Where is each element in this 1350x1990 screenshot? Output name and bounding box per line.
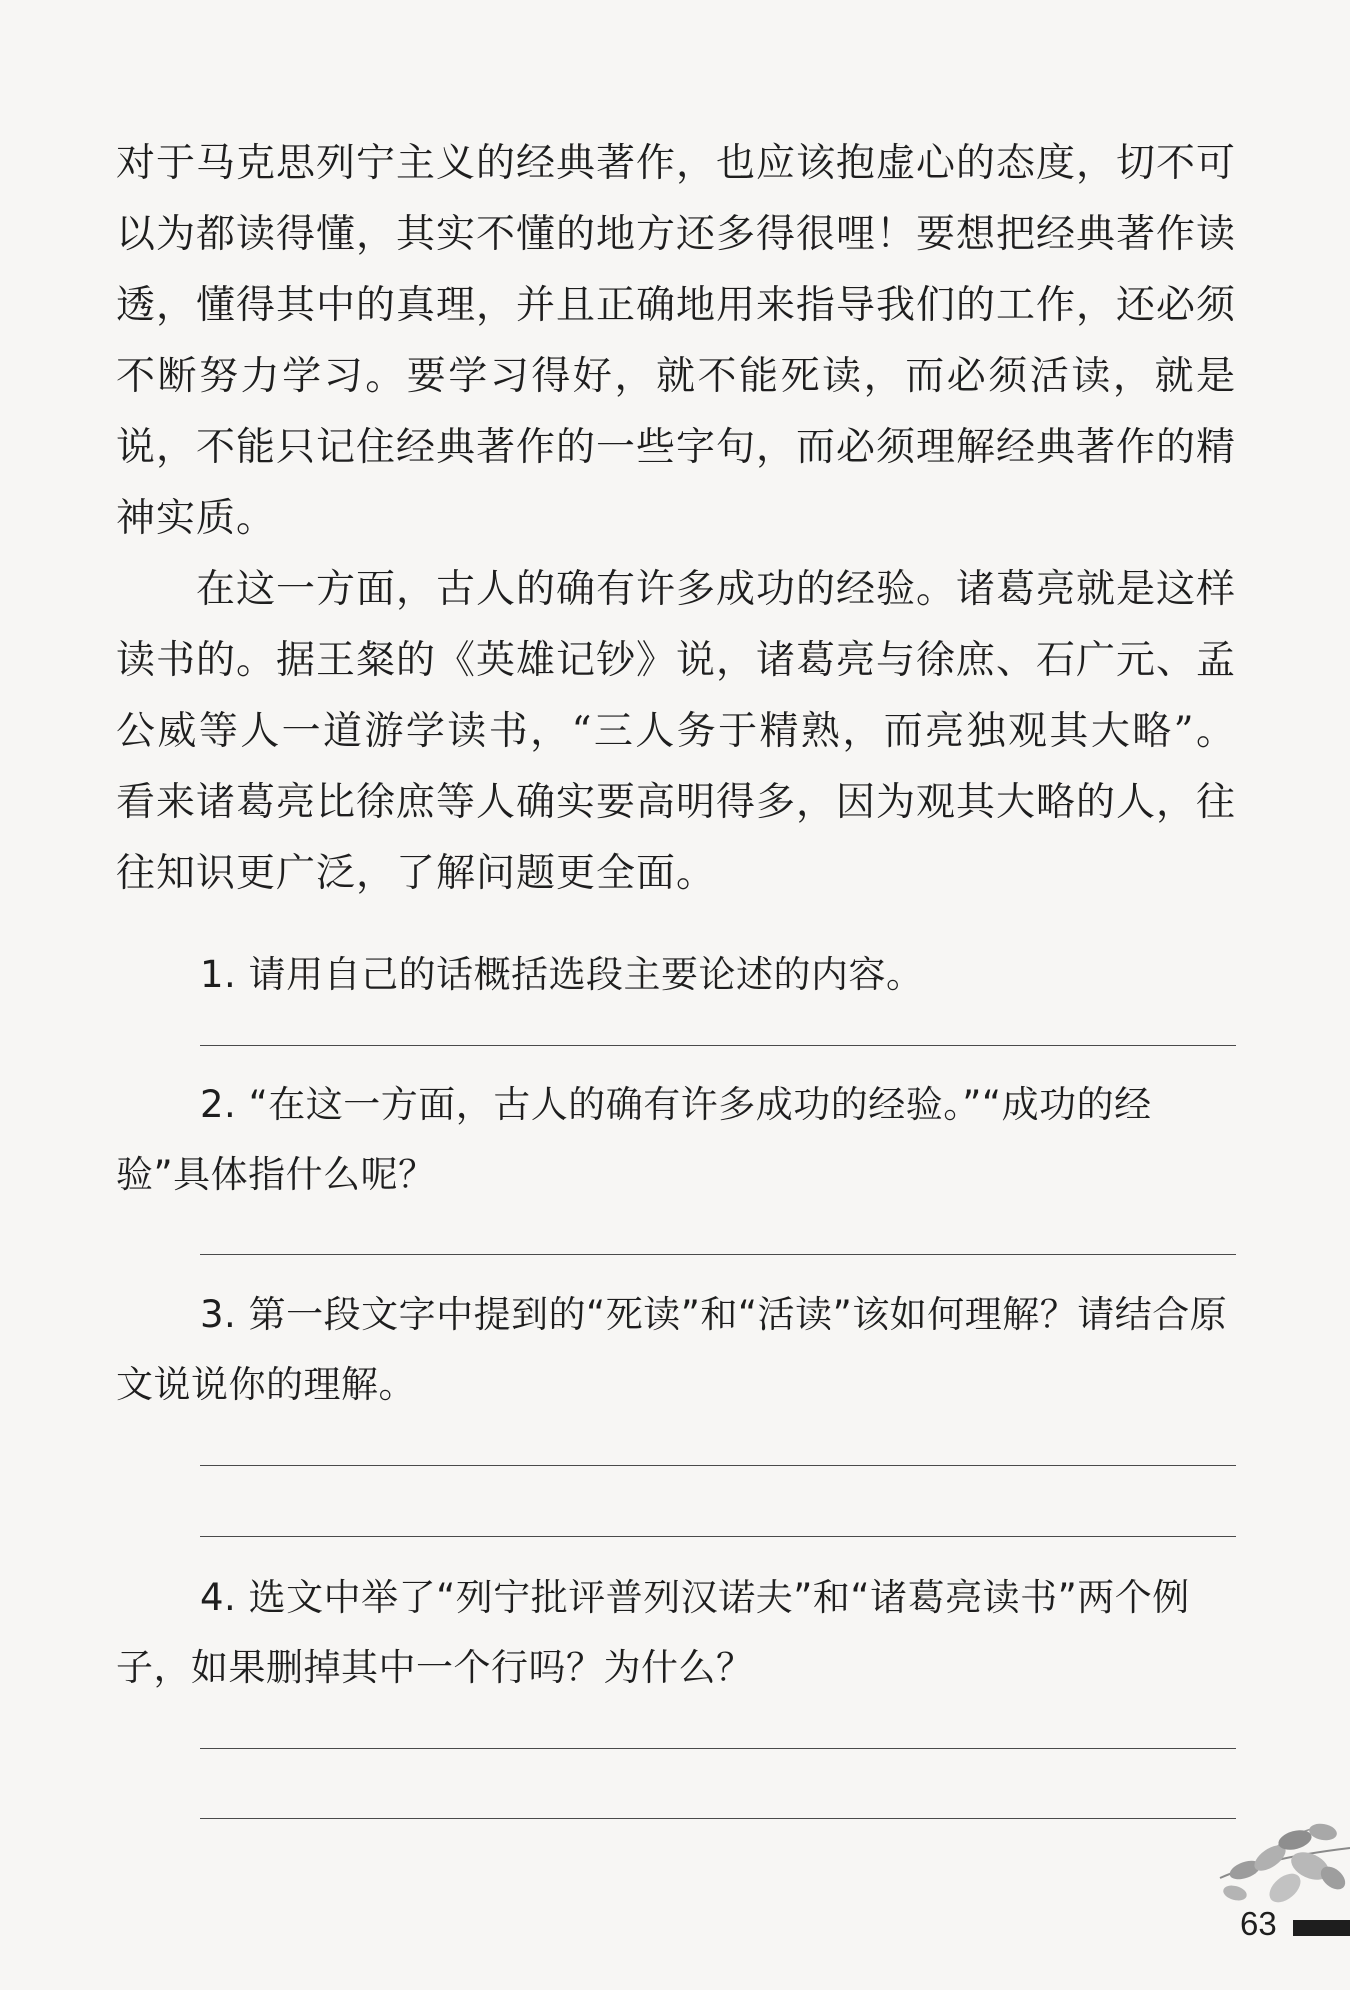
answer-line-q4a[interactable] [200, 1748, 1236, 1749]
question-3: 3. 第一段文字中提到的“死读”和“活读”该如何理解？请结合原文说说你的理解。 [116, 1293, 1228, 1406]
question-2: 2. “在这一方面，古人的确有许多成功的经验。”“成功的经验”具体指什么呢？ [116, 1083, 1152, 1196]
answer-line-q4b[interactable] [200, 1818, 1236, 1819]
question-4: 4. 选文中举了“列宁批评普列汉诺夫”和“诸葛亮读书”两个例子，如果删掉其中一个行吗？为什么？ [116, 1576, 1190, 1689]
answer-line-q1[interactable] [200, 1045, 1236, 1046]
passage-paragraph-2: 在这一方面，古人的确有许多成功的经验。诸葛亮就是这样读书的。据王粲的《英雄记钞》说，诸葛亮与徐庶、石广元、孟公威等人一道游学读书，“三人务于精熟，而亮独观其大略”。看来诸葛亮比徐庶等人确实要高明得多，因为观其大略的人，往往知识更广泛，了解问题更全面。 [116, 567, 1237, 896]
passage-paragraph-1: 对于马克思列宁主义的经典著作，也应该抱虚心的态度，切不可以为都读得懂，其实不懂的地方还多得很哩！要想把经典著作读透，懂得其中的真理，并且正确地用来指导我们的工作，还必须不断努力学习。要学习得好，就不能死读，而必须活读，就是说，不能只记住经典著作的一些字句，而必须理解经典著作的精神实质。 [116, 141, 1237, 541]
question-1: 1. 请用自己的话概括选段主要论述的内容。 [200, 953, 924, 996]
answer-line-q3a[interactable] [200, 1465, 1236, 1466]
answer-line-q2[interactable] [200, 1254, 1236, 1255]
reading-passage [116, 128, 1236, 909]
answer-line-q3b[interactable] [200, 1536, 1236, 1537]
leaf-branch-icon [1215, 1818, 1350, 1923]
page-number: 63 [1240, 1905, 1277, 1942]
footer-bar [1293, 1920, 1350, 1936]
